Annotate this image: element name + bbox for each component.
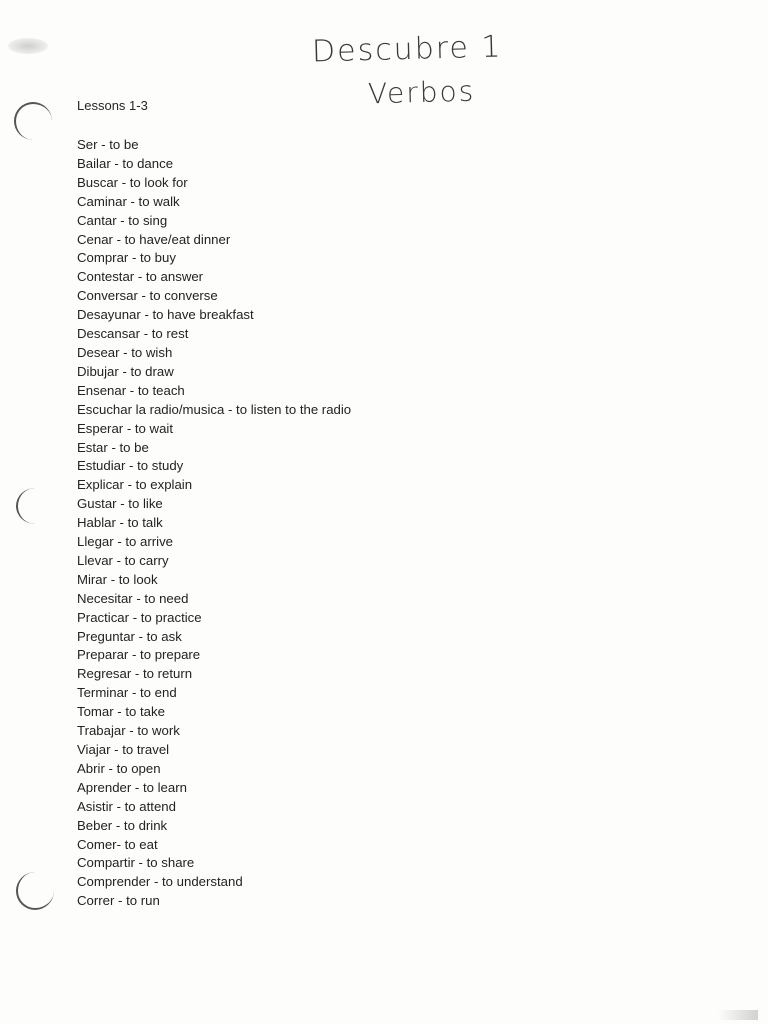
verb-item: Beber - to drink [77, 817, 168, 833]
verb-item: Escuchar la radio/musica - to listen to the radio [77, 401, 352, 417]
verb-item: Bailar - to dance [77, 155, 174, 171]
verb-item: Ensenar - to teach [77, 382, 185, 398]
verb-item: Compartir - to share [77, 855, 195, 871]
verb-item: Terminar - to end [77, 685, 177, 701]
verb-item: Comprender - to understand [77, 874, 243, 890]
scan-corner-mark [718, 1010, 758, 1020]
verb-item: Contestar - to answer [77, 269, 204, 285]
verb-item: Aprender - to learn [77, 779, 187, 795]
verb-item: Tomar - to take [77, 704, 165, 720]
verb-item: Estar - to be [77, 439, 149, 455]
punch-hole-middle [16, 488, 54, 524]
verb-item: Cantar - to sing [77, 212, 168, 228]
punch-hole-bottom [16, 872, 54, 910]
verb-item: Preparar - to prepare [77, 647, 201, 663]
handwritten-title: Descubre 1 [311, 29, 503, 70]
verb-item: Caminar - to walk [77, 193, 180, 209]
verb-item: Llegar - to arrive [77, 534, 174, 550]
verb-item: Comprar - to buy [77, 250, 176, 266]
handwritten-subtitle: Verbos [367, 74, 476, 111]
scan-smudge [8, 38, 48, 54]
punch-hole-top [14, 102, 52, 140]
verb-item: Descansar - to rest [77, 326, 189, 342]
verb-item: Ser - to be [77, 137, 139, 152]
verb-item: Regresar - to return [77, 666, 193, 682]
verb-item: Preguntar - to ask [77, 628, 182, 644]
verb-item: Desayunar - to have breakfast [77, 307, 254, 323]
verb-list [77, 136, 351, 911]
verb-item: Mirar - to look [77, 571, 158, 587]
verb-item: Cenar - to have/eat dinner [77, 231, 231, 247]
verb-item: Necesitar - to need [77, 590, 189, 606]
verb-item: Comer- to eat [77, 836, 158, 852]
verb-item: Practicar - to practice [77, 609, 202, 625]
verb-item: Explicar - to explain [77, 477, 193, 493]
verb-item: Asistir - to attend [77, 798, 176, 814]
verb-item: Desear - to wish [77, 344, 173, 360]
lessons-heading: Lessons 1-3 [77, 98, 148, 113]
verb-item: Gustar - to like [77, 496, 163, 512]
verb-item: Viajar - to travel [77, 742, 170, 757]
verb-item: Trabajar - to work [77, 723, 180, 739]
verb-item: Dibujar - to draw [77, 363, 174, 379]
verb-item: Estudiar - to study [77, 458, 184, 474]
verb-item: Esperar - to wait [77, 420, 174, 436]
verb-item: Conversar - to converse [77, 288, 218, 304]
verb-item: Hablar - to talk [77, 515, 163, 531]
verb-item: Buscar - to look for [77, 174, 188, 190]
verb-item: Abrir - to open [77, 760, 161, 776]
verb-item: Correr - to run [77, 893, 160, 909]
verb-item: Llevar - to carry [77, 552, 169, 568]
